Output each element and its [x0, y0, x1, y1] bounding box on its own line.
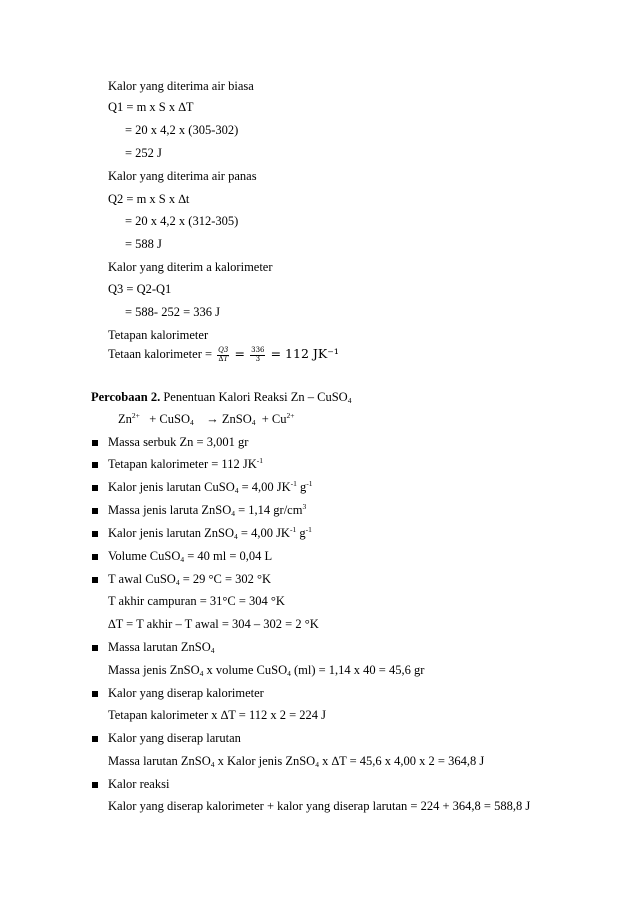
text-part: x volume CuSO	[203, 663, 288, 677]
bullet-icon	[92, 645, 98, 651]
subscript: 4	[210, 760, 215, 769]
bullet-icon	[92, 462, 98, 468]
subscript: 4	[190, 418, 194, 427]
text-line: Q2 = m x S x ∆t	[108, 192, 190, 206]
text-line: Kalor yang diserap kalorimeter + kalor yang diserap larutan = 224 + 364,8 = 588,8 J	[108, 799, 531, 813]
text-line: = 588- 252 = 336 J	[125, 305, 221, 319]
superscript: -1	[256, 456, 263, 465]
list-item-text: g	[296, 526, 306, 540]
section-heading	[91, 391, 351, 404]
reaction-equation	[118, 413, 295, 426]
text-line: = 20 x 4,2 x (312-305)	[125, 214, 239, 228]
heading-text: Penentuan Kalori Reaksi Zn – CuSO	[160, 390, 348, 404]
subscript: 4	[199, 669, 204, 678]
list-item-text: Massa jenis laruta ZnSO	[108, 503, 232, 517]
list-item-text: = 4,00 JK	[238, 480, 291, 494]
text-line: Tetapan kalorimeter x ∆T = 112 x 2 = 224 J	[108, 708, 327, 722]
product-cu: + Cu	[261, 412, 287, 426]
list-item	[108, 504, 306, 517]
subscript: 4	[231, 509, 235, 518]
list-item	[108, 550, 272, 563]
text-line	[108, 664, 424, 677]
bullet-icon	[92, 554, 98, 560]
bullet-icon	[92, 440, 98, 446]
subscript: 4	[234, 532, 238, 541]
list-item-text: = 4,00 JK	[237, 526, 290, 540]
reactant-cuso4: + CuSO	[149, 412, 190, 426]
superscript: -1	[306, 479, 313, 488]
text-line: = 588 J	[125, 237, 162, 251]
list-item: Kalor reaksi	[108, 777, 170, 791]
text-line	[108, 755, 484, 768]
subscript: 4	[210, 646, 215, 655]
bullet-icon	[92, 577, 98, 583]
fraction-336-3	[250, 347, 265, 363]
bullet-icon	[92, 508, 98, 514]
bullet-icon	[92, 691, 98, 697]
text-part: (ml) = 1,14 x 40 = 45,6 gr	[290, 663, 425, 677]
list-item-text: = 40 ml = 0,04 L	[184, 549, 273, 563]
list-item-text: = 1,14 gr/cm	[235, 503, 303, 517]
text-part: Massa jenis ZnSO	[108, 663, 200, 677]
list-item	[108, 481, 313, 494]
bullet-icon	[92, 531, 98, 537]
formula-result: = 112 JK⁻¹	[270, 346, 339, 361]
formula-prefix: Tetaan kalorimeter =	[108, 347, 213, 361]
bullet-icon	[92, 782, 98, 788]
text-line: Kalor yang diterima air panas	[108, 169, 257, 183]
list-item	[108, 527, 312, 540]
list-item-text: T awal CuSO	[108, 572, 176, 586]
list-item: Massa serbuk Zn = 3,001 gr	[108, 435, 249, 449]
heading-bold: Percobaan 2.	[91, 390, 161, 404]
list-item-text: = 29 °C = 302 °K	[179, 572, 272, 586]
subscript: 4	[287, 669, 291, 678]
superscript: -1	[290, 479, 297, 488]
fraction-numerator: Q3	[218, 345, 229, 354]
fraction-q3-deltaT	[217, 347, 229, 363]
text-line: Q1 = m x S x ∆T	[108, 100, 194, 114]
list-item-text: Kalor jenis larutan ZnSO	[108, 526, 235, 540]
text-line: = 252 J	[125, 146, 162, 160]
subscript: 4	[251, 418, 256, 427]
subscript: 4	[175, 578, 180, 587]
text-line: Q3 = Q2-Q1	[108, 282, 172, 296]
subscript: 4	[234, 486, 239, 495]
list-item-text: Kalor jenis larutan CuSO	[108, 480, 235, 494]
list-item-text: Volume CuSO	[108, 549, 181, 563]
formula-line	[108, 346, 339, 363]
subscript: 4	[315, 760, 319, 769]
list-item-text: Tetapan kalorimeter = 112 JK	[108, 457, 257, 471]
text-line: Kalor yang diterim a kalorimeter	[108, 260, 273, 274]
product-znso4: → ZnSO	[206, 412, 252, 426]
list-item	[108, 573, 271, 586]
superscript: 3	[302, 502, 307, 511]
fraction-numerator: 336	[251, 345, 265, 354]
list-item: Kalor yang diserap larutan	[108, 731, 241, 745]
superscript: 2+	[286, 411, 295, 420]
text-line: Kalor yang diterima air biasa	[108, 79, 254, 93]
subscript: 4	[347, 396, 352, 405]
fraction-denominator: 3	[255, 354, 261, 363]
text-part: x Kalor jenis ZnSO	[214, 754, 316, 768]
text-line: = 20 x 4,2 x (305-302)	[125, 123, 239, 137]
reactant-zn: Zn	[118, 412, 132, 426]
list-item	[108, 458, 263, 471]
list-item: Kalor yang diserap kalorimeter	[108, 686, 264, 700]
text-line: ∆T = T akhir – T awal = 304 – 302 = 2 °K	[108, 617, 319, 631]
subscript: 4	[180, 555, 185, 564]
superscript: -1	[289, 525, 297, 534]
bullet-icon	[92, 485, 98, 491]
superscript: -1	[305, 525, 312, 534]
list-item	[108, 641, 215, 654]
text-part: Massa larutan ZnSO	[108, 754, 211, 768]
equals-sign: =	[234, 346, 245, 361]
text-part: x ∆T = 45,6 x 4,00 x 2 = 364,8 J	[318, 754, 485, 768]
list-item-text: Massa larutan ZnSO	[108, 640, 211, 654]
bullet-icon	[92, 736, 98, 742]
list-item-text: g	[296, 480, 307, 494]
fraction-denominator: ∆T	[218, 354, 229, 363]
text-line: T akhir campuran = 31°C = 304 °K	[108, 594, 285, 608]
text-line: Tetapan kalorimeter	[108, 328, 209, 342]
superscript: 2+	[131, 411, 140, 420]
